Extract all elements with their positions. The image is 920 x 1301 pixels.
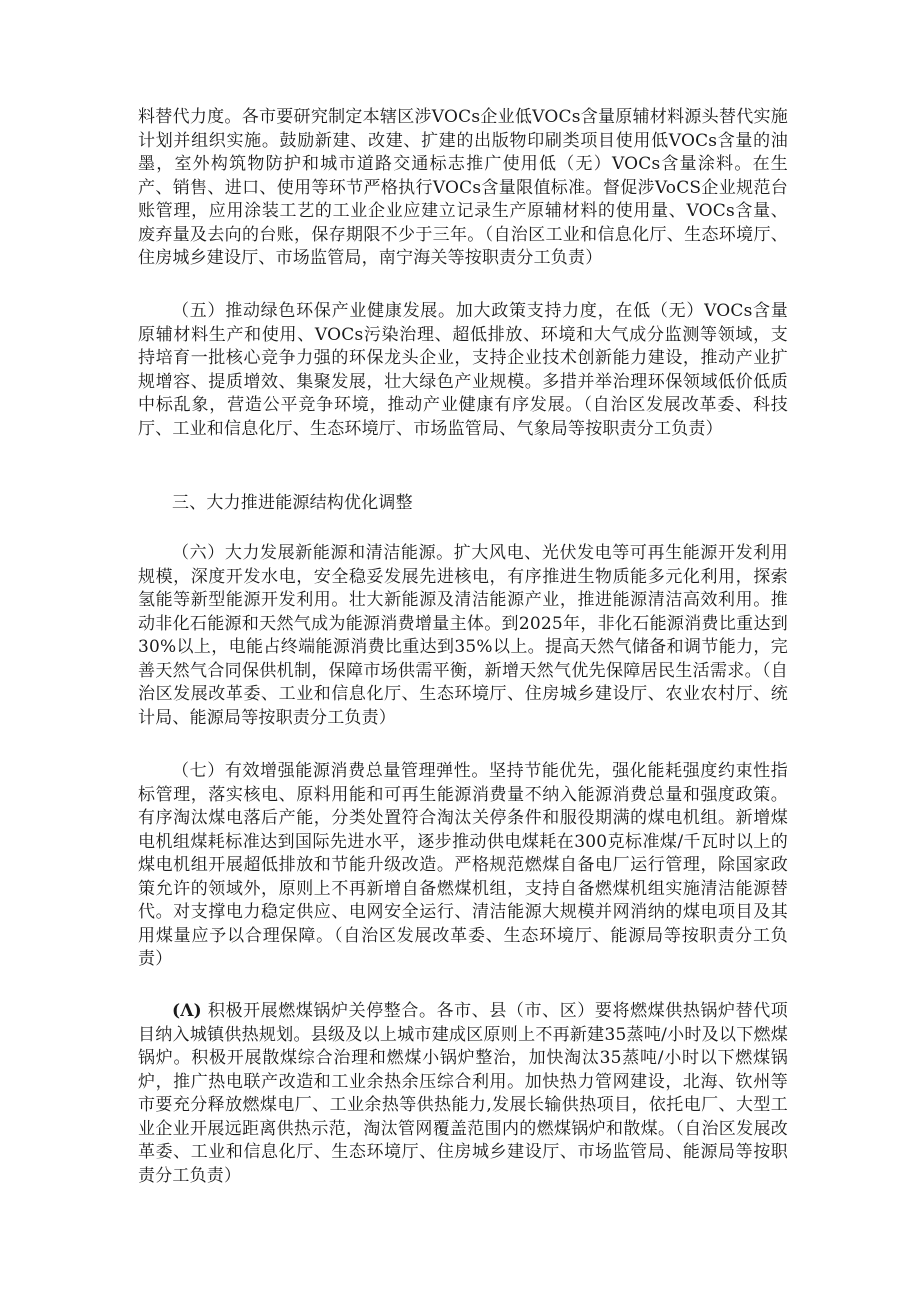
paragraph-eight-coal-boilers [138,1000,788,1188]
paragraph-voc-substitution: 料替代力度。各市要研究制定本辖区涉VOCs企业低VOCs含量原辅材料源头替代实施计划并组织实施。鼓励新建、改建、扩建的出版物印刷类项目使用低VOCs含量的油墨，室外构筑物防护和城市道路交通标志推广使用低（无）VOCs含量涂料。在生产、销售、进口、使用等环节严格执行VOCs含量限值标准。督促涉VoCS企业规范台账管理，应用涂装工艺的工业企业应建立记录生产原辅材料的使用量、VOCs含量、废弃量及去向的台账，保存期限不少于三年。（自治区工业和信息化厅、生态环境厅、住房城乡建设厅、市场监管局，南宁海关等按职责分工负责） [138,107,788,268]
paragraph-body: 积极开展燃煤锅炉关停整合。各市、县（市、区）要将燃煤供热锅炉替代项目纳入城镇供热规划。县级及以上城市建成区原则上不再新建35蒸吨/小时及以下燃煤锅炉。积极开展散煤综合治理和燃煤小锅炉整治，加快淘汰35蒸吨/小时以下燃煤锅炉，推广热电联产改造和工业余热余压综合利用。加快热力管网建设，北海、钦州等市要充分释放燃煤电厂、工业余热等供热能力,发展长输供热项目，依托电厂、大型工业企业开展远距离供热示范，淘汰管网覆盖范围内的燃煤锅炉和散煤。（自治区发展改革委、工业和信息化厅、生态环境厅、住房城乡建设厅、市场监管局、能源局等按职责分工负责） [138,1001,788,1186]
paragraph-number: (Λ) [172,1001,202,1021]
section-heading-energy-structure: 三、大力推进能源结构优化调整 [172,493,413,513]
paragraph-seven-energy-consumption: （七）有效增强能源消费总量管理弹性。坚持节能优先，强化能耗强度约束性指标管理，落实核电、原料用能和可再生能源消费量不纳入能源消费总量和强度政策。有序淘汰煤电落后产能，分类处置符合淘汰关停条件和服役期满的煤电机组。新增煤电机组煤耗标准达到国际先进水平，逐步推动供电煤耗在300克标准煤/千瓦时以上的煤电机组开展超低排放和节能升级改造。严格规范燃煤自备电厂运行管理，除国家政策允许的领域外，原则上不再新增自备燃煤机组，支持自备燃煤机组实施清洁能源替代。对支撑电力稳定供应、电网安全运行、清洁能源大规模并网消纳的煤电项目及其用煤量应予以合理保障。（自治区发展改革委、生态环境厅、能源局等按职责分工负责） [138,761,788,969]
paragraph-five-green-industry: （五）推动绿色环保产业健康发展。加大政策支持力度，在低（无）VOCs含量原辅材料生产和使用、VOCs污染治理、超低排放、环境和大气成分监测等领域，支持培育一批核心竞争力强的环保龙头企业，支持企业技术创新能力建设，推动产业扩规增容、提质增效、集聚发展，壮大绿色产业规模。多措并举治理环保领域低价低质中标乱象，营造公平竞争环境，推动产业健康有序发展。（自治区发展改革委、科技厅、工业和信息化厅、生态环境厅、市场监管局、气象局等按职责分工负责） [138,301,788,439]
paragraph-six-new-energy: （六）大力发展新能源和清洁能源。扩大风电、光伏发电等可再生能源开发利用规模，深度开发水电，安全稳妥发展先进核电，有序推进生物质能多元化利用，探索氢能等新型能源开发利用。壮大新能源及清洁能源产业，推进能源清洁高效利用。推动非化石能源和天然气成为能源消费增量主体。到2025年，非化石能源消费比重达到30%以上，电能占终端能源消费比重达到35%以上。提高天然气储备和调节能力，完善天然气合同保供机制，保障市场供需平衡，新增天然气优先保障居民生活需求。（自治区发展改革委、工业和信息化厅、生态环境厅、住房城乡建设厅、农业农村厅、统计局、能源局等按职责分工负责） [138,543,788,728]
